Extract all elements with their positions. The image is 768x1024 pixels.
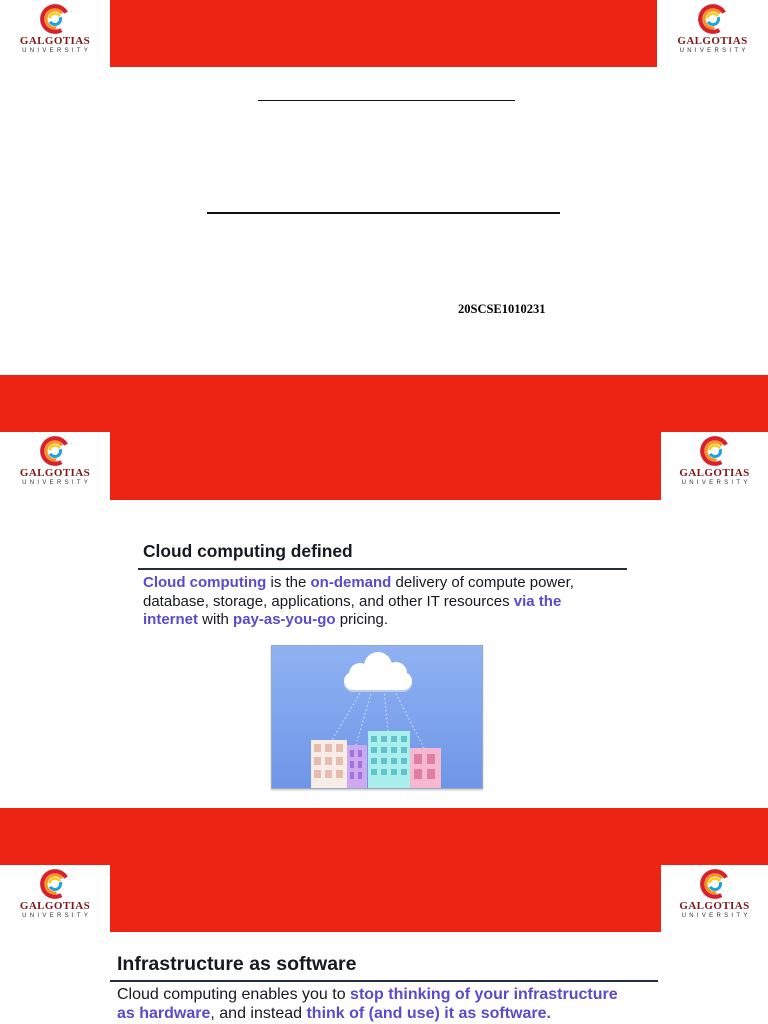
- building-windows: [371, 736, 407, 776]
- university-logo-left: [0, 0, 110, 67]
- highlight-text: as hardware: [117, 1004, 211, 1022]
- slide-1-header-banner: [0, 0, 768, 67]
- logo-tagline: UNIVERSITY: [679, 48, 749, 54]
- logo-name: GALGOTIAS: [19, 900, 91, 912]
- building-icon: [347, 745, 367, 788]
- body-text: Cloud computing enables you to: [117, 986, 351, 1003]
- logo-tagline: UNIVERSITY: [681, 480, 751, 486]
- slide-2: [0, 375, 768, 808]
- slide-heading: Cloud computing defined: [143, 541, 353, 561]
- building-icon: [368, 731, 410, 788]
- highlight-text: stop thinking of your infrastructure: [350, 986, 618, 1003]
- title-rule: [258, 100, 515, 101]
- infrastructure-paragraph: [117, 986, 618, 1023]
- slide-3: [0, 808, 768, 1024]
- logo-name: GALGOTIAS: [679, 467, 750, 479]
- logo-name: GALGOTIAS: [19, 35, 91, 47]
- name-rule: [207, 212, 560, 214]
- paragraph-line: [143, 574, 574, 593]
- paragraph-line: [143, 611, 574, 630]
- definition-paragraph: [143, 574, 574, 630]
- highlight-text: via the: [513, 592, 562, 610]
- logo-tagline: UNIVERSITY: [22, 48, 92, 54]
- slide-heading: Infrastructure as software: [117, 953, 357, 975]
- galgotias-logo-icon: [38, 867, 72, 901]
- galgotias-logo-icon: [698, 434, 732, 468]
- galgotias-logo-icon: [698, 867, 732, 901]
- body-text: , and instead: [210, 1004, 307, 1022]
- galgotias-logo-icon: [38, 434, 72, 468]
- galgotias-logo-icon: [696, 2, 730, 36]
- building-windows: [414, 754, 435, 779]
- logo-tagline: UNIVERSITY: [22, 913, 92, 919]
- galgotias-logo-icon: [38, 2, 72, 36]
- university-logo-left: [0, 865, 110, 932]
- building-windows: [314, 744, 344, 778]
- building-windows: [350, 750, 362, 779]
- logo-name: GALGOTIAS: [677, 35, 748, 47]
- cloud-buildings-illustration: [272, 646, 482, 788]
- body-text: delivery of compute power,: [391, 574, 574, 591]
- paragraph-line: [143, 593, 574, 612]
- slide-3-header-banner: [0, 808, 768, 932]
- heading-underline: [110, 980, 658, 982]
- paragraph-line: [117, 986, 618, 1005]
- body-text: is the: [266, 574, 311, 591]
- highlight-text: Cloud computing: [143, 574, 267, 591]
- body-text: pricing.: [335, 611, 389, 628]
- slide-2-header-banner: [0, 375, 768, 500]
- logo-name: GALGOTIAS: [19, 467, 91, 479]
- university-logo-left: [0, 432, 110, 500]
- roll-number: 20SCSE1010231: [458, 302, 546, 316]
- building-icon: [311, 740, 347, 788]
- highlight-text: internet: [143, 611, 199, 628]
- highlight-text: on-demand: [310, 574, 392, 591]
- university-logo-right: [657, 0, 768, 67]
- logo-tagline: UNIVERSITY: [681, 913, 751, 919]
- cloud-illustration-frame: [271, 645, 483, 789]
- university-logo-right: [661, 865, 768, 932]
- building-icon: [410, 748, 441, 788]
- paragraph-line: [117, 1005, 618, 1024]
- university-logo-right: [661, 432, 768, 500]
- logo-tagline: UNIVERSITY: [22, 480, 92, 486]
- highlight-text: pay-as-you-go: [233, 611, 336, 628]
- body-text: with: [198, 611, 234, 628]
- highlight-text: think of (and use) it as software.: [306, 1004, 551, 1022]
- logo-name: GALGOTIAS: [679, 900, 750, 912]
- body-text: database, storage, applications, and other IT resources: [143, 592, 514, 610]
- slide-1: [0, 0, 768, 375]
- heading-underline: [138, 568, 627, 570]
